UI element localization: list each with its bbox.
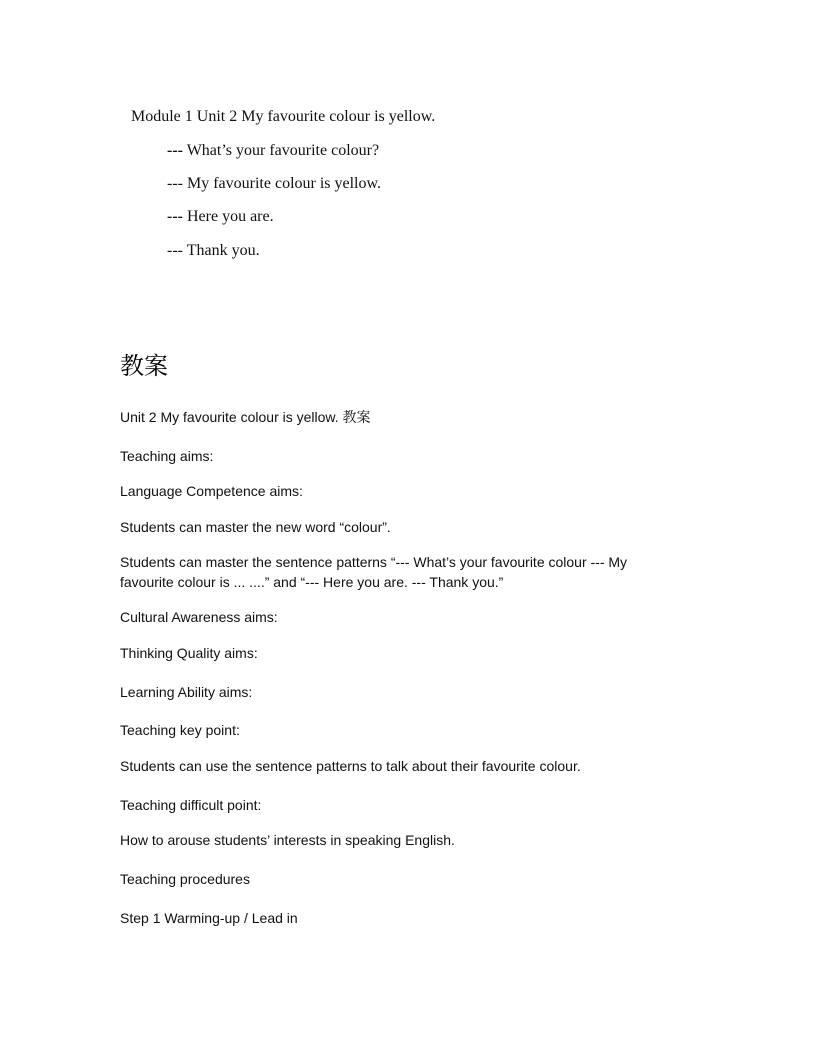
dialog-dash: ---	[167, 208, 183, 225]
lesson-title: Unit 2 My favourite colour is yellow. 教案	[120, 409, 371, 425]
dialog-text: Here you are.	[182, 208, 274, 225]
language-competence-label: Language Competence aims:	[120, 483, 303, 499]
image-title: Module 1 Unit 2 My favourite colour is yellow.	[131, 108, 436, 125]
cultural-awareness-label: Cultural Awareness aims:	[120, 609, 278, 625]
key-point-text: Students can use the sentence patterns to talk about their favourite colour.	[120, 758, 581, 774]
learning-ability-label: Learning Ability aims:	[120, 684, 253, 700]
dialog-image	[131, 106, 551, 259]
dialog-line	[167, 173, 381, 195]
dialog-text: My favourite colour is yellow.	[182, 175, 382, 192]
teaching-aims-label: Teaching aims:	[120, 448, 214, 464]
key-point-label: Teaching key point:	[120, 722, 240, 738]
dialog-line	[167, 240, 260, 262]
dialog-dash: ---	[167, 175, 183, 192]
thinking-quality-label: Thinking Quality aims:	[120, 645, 258, 661]
dialog-dash: ---	[167, 142, 183, 159]
dialog-line	[167, 140, 379, 162]
procedures-label: Teaching procedures	[120, 871, 250, 887]
difficult-point-label: Teaching difficult point:	[120, 797, 262, 813]
dialog-text: What’s your favourite colour?	[182, 142, 380, 159]
sentence-patterns-aim: Students can master the sentence patterns “--- What’s your favourite colour --- My favourite colour is ... ....” and “--- Here you are. --- Thank you.”	[120, 554, 628, 590]
dialog-line	[167, 206, 274, 228]
step-1-label: Step 1 Warming-up / Lead in	[120, 910, 298, 926]
section-heading: 教案	[120, 352, 168, 380]
new-word-aim: Students can master the new word “colour”.	[120, 519, 391, 535]
dialog-text: Thank you.	[182, 242, 260, 259]
dialog-dash: ---	[167, 242, 183, 259]
difficult-point-text: How to arouse students’ interests in speaking English.	[120, 832, 455, 848]
